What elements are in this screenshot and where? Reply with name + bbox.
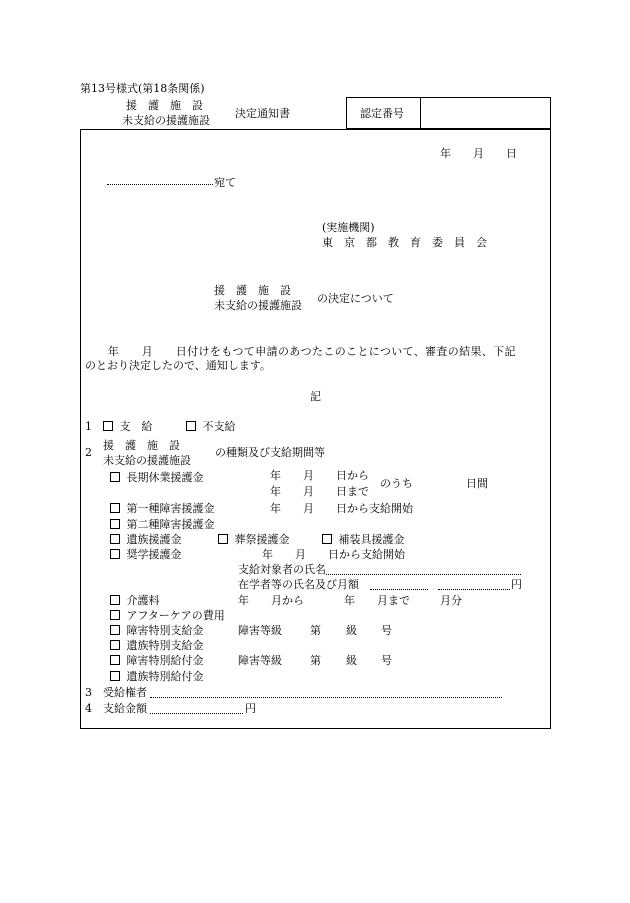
dai2-label: 第二種障害援護金: [126, 518, 215, 531]
addressee-field: [107, 184, 213, 185]
taisho-field[interactable]: [326, 574, 521, 575]
item2-line1: 援 護 施 設: [103, 439, 180, 452]
stk-option[interactable]: [110, 655, 204, 666]
item2-line2: 未支給の援護施設: [103, 454, 191, 467]
shougaku-option[interactable]: [110, 549, 182, 560]
chouki-days: 日間: [466, 477, 488, 490]
shougaku-checkbox[interactable]: [110, 549, 120, 559]
izoku-option[interactable]: [110, 534, 182, 545]
itk-label: 遺族特別給付金: [126, 670, 204, 683]
sousai-option[interactable]: [218, 534, 290, 545]
stk-grade-label: 障害等級: [238, 654, 282, 667]
amount-yen: 円: [245, 702, 256, 715]
item3-number: 3: [85, 686, 92, 699]
sts-option[interactable]: [110, 625, 204, 636]
hosougu-checkbox[interactable]: [322, 534, 332, 544]
its-label: 遺族特別支給金: [126, 639, 204, 652]
title-line2: 未支給の援護施設: [122, 114, 210, 127]
title-suffix: 決定通知書: [235, 107, 290, 120]
chouki-to: 年 月 日まで: [270, 485, 369, 498]
dai1-checkbox[interactable]: [110, 503, 120, 513]
stk-kyu: 級: [346, 654, 357, 667]
amount-label: 支給金額: [103, 702, 147, 715]
chouki-checkbox[interactable]: [110, 472, 120, 482]
nopay-label: 不支給: [202, 420, 236, 433]
dai1-option[interactable]: [110, 503, 215, 514]
dai1-label: 第一種障害援護金: [126, 502, 215, 515]
item4-number: 4: [85, 702, 92, 715]
hosougu-option[interactable]: [322, 534, 405, 545]
subject-line1: 援 護 施 設: [214, 284, 291, 297]
subject-line2: 未支給の援護施設: [214, 299, 302, 312]
taisho-label: 支給対象者の氏名: [238, 563, 326, 576]
izoku-label: 遺族援護金: [126, 533, 182, 546]
form-number: 第13号様式(第18条関係): [80, 82, 205, 95]
sousai-label: 葬祭援護金: [234, 533, 290, 546]
dai2-checkbox[interactable]: [110, 519, 120, 529]
title-line1: 援 護 施 設: [126, 99, 203, 112]
subject-suffix: の決定について: [317, 292, 394, 305]
item2-suffix: の種類及び支給期間等: [215, 446, 325, 459]
its-option[interactable]: [110, 640, 204, 651]
nopay-option[interactable]: [186, 421, 236, 432]
dai1-start: 年 月 日から支給開始: [270, 502, 413, 515]
ki-heading: 記: [310, 390, 321, 403]
stk-label: 障害特別給付金: [126, 654, 204, 667]
nopay-checkbox[interactable]: [186, 421, 196, 431]
stk-checkbox[interactable]: [110, 655, 120, 665]
kaigo-option[interactable]: [110, 595, 160, 606]
shougaku-start: 年 月 日から支給開始: [262, 548, 405, 561]
sts-go: 号: [381, 624, 392, 637]
chouki-uchi: のうち: [380, 477, 413, 490]
dai2-option[interactable]: [110, 519, 215, 530]
aftercare-label: アフターケアの費用: [126, 609, 225, 622]
zaigaku-label: 在学者等の氏名及び月額: [238, 578, 359, 591]
addressee-suffix: 宛て: [214, 176, 236, 189]
issuer-label: (実施機関): [322, 221, 375, 234]
body-line1: 年 月 日付けをもつて申請のあつたこのことについて、審査の結果、下記: [85, 345, 516, 358]
sts-kyu: 級: [346, 624, 357, 637]
pay-label: 支 給: [119, 420, 153, 433]
stk-go: 号: [381, 654, 392, 667]
cert-number-label: 認定番号: [360, 107, 404, 120]
itk-option[interactable]: [110, 671, 204, 682]
recipient-label: 受給権者: [103, 686, 147, 699]
issuer-name: 東京都教育委員会: [322, 236, 498, 249]
sts-label: 障害特別支給金: [126, 624, 204, 637]
stk-dai: 第: [310, 654, 321, 667]
kaigo-label: 介護料: [126, 594, 160, 607]
recipient-field[interactable]: [150, 697, 502, 698]
itk-checkbox[interactable]: [110, 671, 120, 681]
date-line: 年 月 日: [440, 147, 517, 160]
chouki-option[interactable]: [110, 472, 204, 483]
zaigaku-name-field[interactable]: [370, 589, 428, 590]
aftercare-option[interactable]: [110, 610, 225, 621]
its-checkbox[interactable]: [110, 640, 120, 650]
izoku-checkbox[interactable]: [110, 534, 120, 544]
kaigo-months: 月分: [440, 594, 462, 607]
aftercare-checkbox[interactable]: [110, 610, 120, 620]
pay-checkbox[interactable]: [103, 421, 113, 431]
pay-option[interactable]: [103, 421, 153, 432]
chouki-from: 年 月 日から: [270, 469, 369, 482]
body-line2: のとおり決定したので、通知します。: [85, 359, 271, 372]
zaigaku-amount-field[interactable]: [438, 589, 510, 590]
kaigo-checkbox[interactable]: [110, 595, 120, 605]
item1-number: 1: [85, 420, 92, 433]
hosougu-label: 補装具援護金: [338, 533, 405, 546]
sts-dai: 第: [310, 624, 321, 637]
shougaku-label: 奨学援護金: [126, 548, 182, 561]
zaigaku-yen: 円: [511, 578, 522, 591]
kaigo-from: 年 月から: [238, 594, 304, 607]
sts-checkbox[interactable]: [110, 625, 120, 635]
chouki-label: 長期休業援護金: [126, 471, 204, 484]
item2-number: 2: [85, 446, 92, 459]
sts-grade-label: 障害等級: [238, 624, 282, 637]
sousai-checkbox[interactable]: [218, 534, 228, 544]
cert-number-divider: [420, 97, 421, 129]
kaigo-to: 年 月まで: [344, 594, 410, 607]
amount-field[interactable]: [150, 713, 243, 714]
